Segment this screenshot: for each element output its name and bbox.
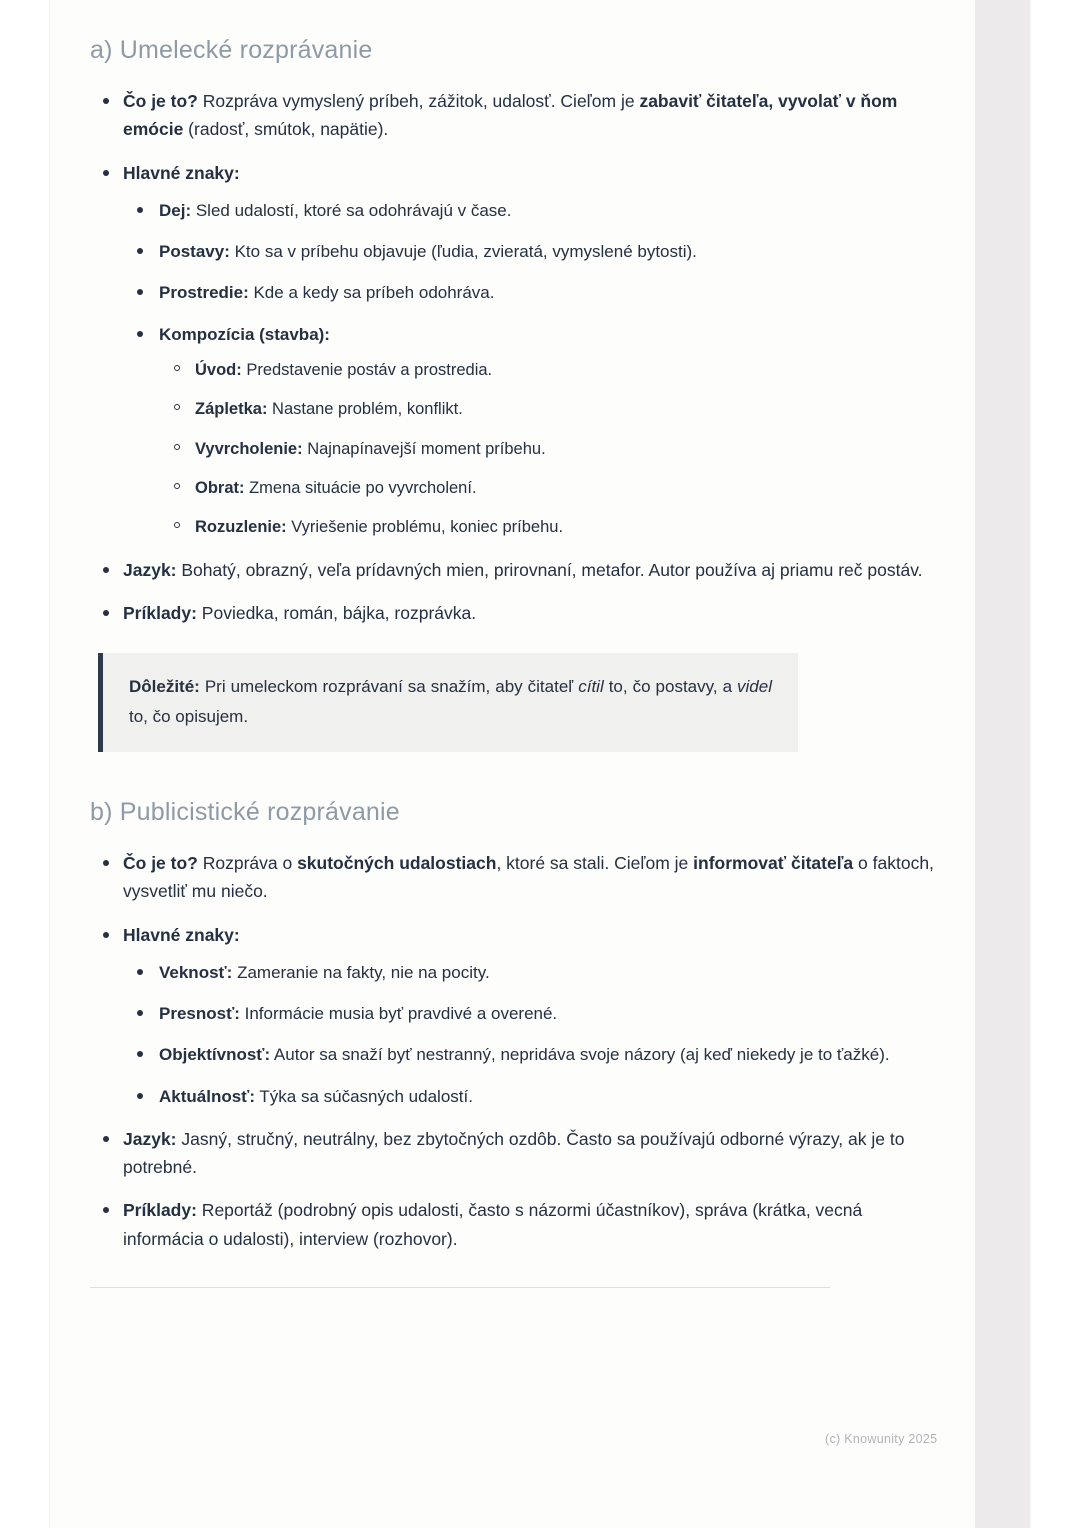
list-item <box>90 849 935 906</box>
list-item <box>123 1083 935 1110</box>
sublist-kompozicia <box>159 357 935 541</box>
sublist-hlavne-znaky-b <box>123 959 935 1110</box>
page-content-area <box>50 0 975 1528</box>
list-item <box>123 321 935 541</box>
list-item <box>90 1125 935 1182</box>
list-item <box>159 357 935 383</box>
list-item <box>90 159 935 541</box>
document-body <box>90 36 935 1288</box>
item-text: Vyriešenie problému, koniec príbehu. <box>286 518 564 537</box>
section-title-b: b) Publicistické rozprávanie <box>90 797 400 826</box>
item-lead: Úvod: <box>195 360 242 379</box>
item-text: Zmena situácie po vyvrcholení. <box>244 478 477 497</box>
item-text: Poviedka, román, bájka, rozprávka. <box>196 603 477 624</box>
item-lead: Aktuálnosť: <box>159 1086 255 1106</box>
list-item <box>123 197 935 224</box>
item-text: Kde a kedy sa príbeh odohráva. <box>248 283 495 303</box>
item-lead: Čo je to? <box>123 91 198 111</box>
item-lead: Dej: <box>159 201 192 221</box>
list-item <box>90 556 935 584</box>
list-item <box>123 959 935 986</box>
list-item <box>90 921 935 1110</box>
item-lead: Kompozícia (stavba): <box>159 324 330 344</box>
item-text: Informácie musia byť pravdivé a overené. <box>239 1004 558 1024</box>
list-item <box>90 1196 935 1253</box>
item-lead: Jazyk: <box>123 1128 177 1149</box>
copyright-footer: (c) Knowunity 2025 <box>825 1432 938 1446</box>
list-item <box>123 238 935 265</box>
item-text: Zameranie na fakty, nie na pocity. <box>232 962 490 982</box>
item-text: Autor sa snaží byť nestranný, nepridáva svoje názory (aj keď niekedy je to ťažké). <box>270 1045 890 1065</box>
sublist-hlavne-znaky <box>123 197 935 541</box>
callout-lead: Dôležité: <box>129 677 200 697</box>
section-a-list <box>90 87 935 627</box>
item-lead: Veknosť: <box>159 962 233 982</box>
list-item <box>159 436 935 462</box>
section-title-a: a) Umelecké rozprávanie <box>90 36 373 64</box>
item-text: Bohatý, obrazný, veľa prídavných mien, prirovnaní, metafor. Autor používa aj priamu reč postáv. <box>176 559 923 580</box>
list-item <box>123 1000 935 1027</box>
item-lead: Hlavné znaky: <box>123 924 240 945</box>
list-item <box>123 279 935 306</box>
item-text: Reportáž (podrobný opis udalosti, často s názormi účastníkov), správa (krátka, vecná informácia o udalosti), interview (rozhovor). <box>123 1200 863 1249</box>
item-text: Rozpráva vymyslený príbeh, zážitok, udalosť. Cieľom je zabaviť čitateľa, vyvolať v ňom emócie (radosť, smútok, napätie). <box>123 91 898 140</box>
item-text: Najnapínavejší moment príbehu. <box>302 439 546 458</box>
list-item <box>159 475 935 501</box>
item-lead: Rozuzlenie: <box>195 518 287 537</box>
item-text: Jasný, stručný, neutrálny, bez zbytočných ozdôb. Často sa používajú odborné výrazy, ak je to potrebné. <box>123 1128 905 1178</box>
callout-text: Dôležité: Pri umeleckom rozprávaní sa snažím, aby čitateľ cítil to, čo postavy, a videl to, čo opisujem. <box>129 677 772 727</box>
item-text: Týka sa súčasných udalostí. <box>254 1086 473 1106</box>
scrollbar-track[interactable] <box>975 0 1030 1528</box>
item-lead: Jazyk: <box>123 559 177 580</box>
list-item <box>90 599 935 627</box>
callout-dolezite <box>98 653 798 752</box>
item-lead: Postavy: <box>159 242 230 262</box>
item-text: Predstavenie postáv a prostredia. <box>241 360 493 379</box>
item-lead: Presnosť: <box>159 1004 240 1024</box>
item-lead: Obrat: <box>195 478 245 497</box>
item-lead: Objektívnosť: <box>159 1045 271 1065</box>
item-text: Rozpráva o skutočných udalostiach, ktoré sa stali. Cieľom je informovať čitateľa o faktoch, vysvetliť mu niečo. <box>123 852 934 902</box>
list-item <box>159 396 935 422</box>
item-lead: Čo je to? <box>123 852 198 873</box>
item-lead: Príklady: <box>123 603 197 624</box>
item-lead: Vyvrcholenie: <box>195 439 303 458</box>
footer-divider <box>90 1287 830 1288</box>
item-text: Sled udalostí, ktoré sa odohrávajú v čase. <box>191 201 512 221</box>
item-text: Nastane problém, konflikt. <box>267 400 463 419</box>
list-item <box>90 87 935 144</box>
section-b-list <box>90 849 935 1253</box>
list-item <box>159 514 935 540</box>
item-lead: Hlavné znaky: <box>123 162 240 183</box>
item-lead: Príklady: <box>123 1200 197 1221</box>
list-item <box>123 1041 935 1068</box>
item-lead: Zápletka: <box>195 400 268 419</box>
item-lead: Prostredie: <box>159 283 249 303</box>
document-page <box>50 0 1030 1528</box>
item-text: Kto sa v príbehu objavuje (ľudia, zvieratá, vymyslené bytosti). <box>229 242 697 262</box>
